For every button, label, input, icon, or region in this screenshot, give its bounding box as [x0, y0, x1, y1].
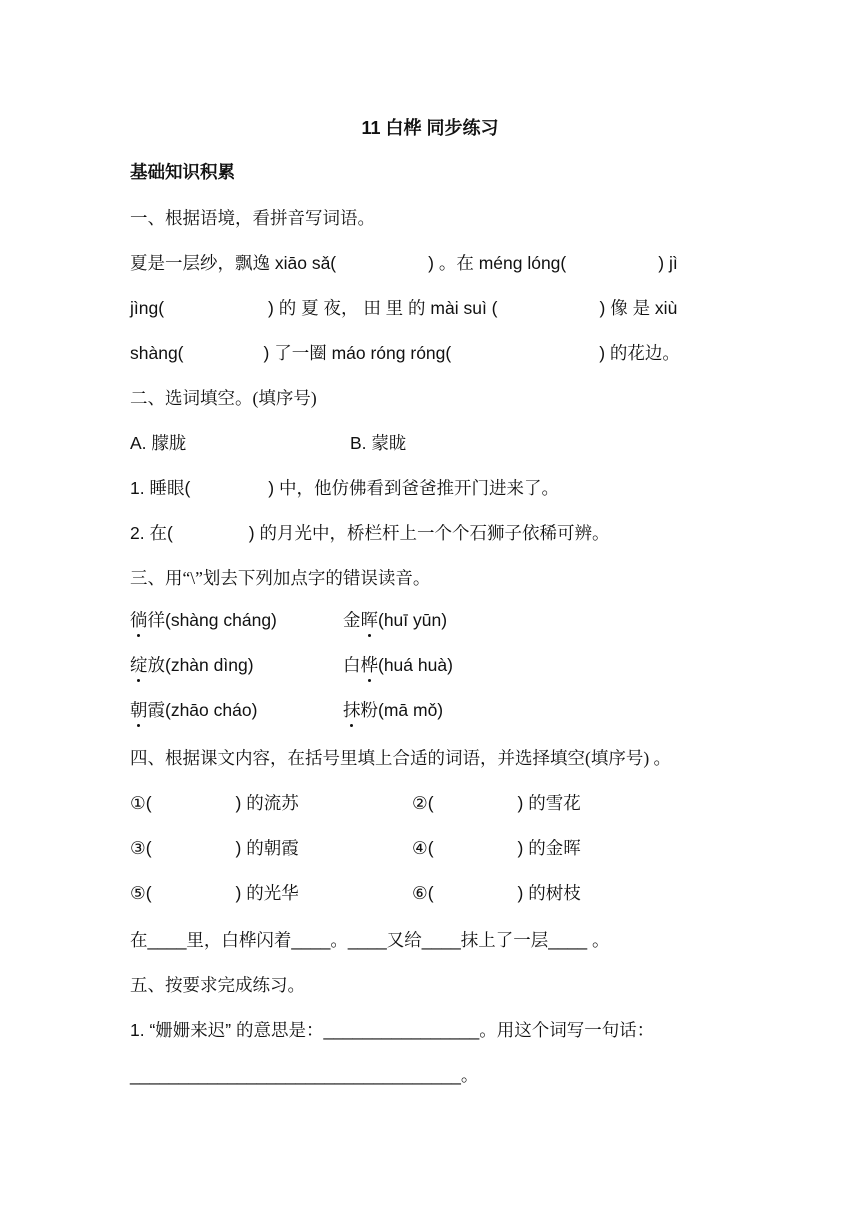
q3-item: [130, 653, 254, 677]
page-title: 11 白桦 同步练习: [361, 118, 499, 138]
q1-text: shàng(: [130, 343, 184, 363]
q1-line-1: [130, 251, 678, 275]
q4-text: ) 的金晖: [517, 838, 581, 858]
q2-text: 2. 在(: [130, 523, 173, 543]
q4-item: [130, 791, 299, 815]
q1-text: ) jì: [658, 253, 678, 273]
q1-text: ) 的花边。: [599, 343, 680, 363]
q4-text: ③(: [130, 838, 152, 858]
q4-heading: 四、根据课文内容，在括号里填上合适的词语，并选择填空(填序号) 。: [130, 748, 672, 768]
q3-text: 徉(shàng cháng): [147, 610, 277, 630]
q2-text: ) 中，他仿佛看到爸爸推开门进来了。: [268, 478, 559, 498]
q1-text: jìng(: [130, 298, 165, 318]
q4-text: ) 的流苏: [235, 793, 299, 813]
section-heading: 基础知识积累: [130, 162, 235, 182]
q3-text: (huī yūn): [378, 610, 448, 630]
q3-text: 粉(mā mǒ): [360, 700, 444, 720]
q4-text: ) 的雪花: [517, 793, 581, 813]
q5-line-1: 1. “姗姗来迟” 的意思是：________________。用这个词写一句话：: [130, 1020, 655, 1040]
q2-heading: 二、选词填空。(填序号): [130, 388, 317, 408]
q1-heading: 一、根据语境，看拼音写词语。: [130, 208, 375, 228]
q3-item: [343, 608, 447, 632]
q4-item: [412, 881, 581, 905]
q3-item: [343, 653, 453, 677]
q1-text: ) 。在 méng lóng(: [428, 253, 567, 273]
q2-option-a: A. 朦胧: [130, 433, 187, 453]
q2-sentence-2: [130, 521, 610, 545]
q4-text: ) 的朝霞: [235, 838, 299, 858]
q2-text: 1. 睡眼(: [130, 478, 191, 498]
q1-line-2: [130, 296, 677, 320]
q5-heading: 五、按要求完成练习。: [130, 975, 305, 995]
q4-item: [412, 836, 581, 860]
dotted-char: 徜: [130, 610, 148, 630]
q4-item: [412, 791, 581, 815]
q3-item: [130, 698, 257, 722]
q4-text: ④(: [412, 838, 434, 858]
q4-text: ②(: [412, 793, 434, 813]
dotted-char: 绽: [130, 655, 148, 675]
q4-text: ⑥(: [412, 883, 434, 903]
q4-text: ) 的光华: [235, 883, 299, 903]
q1-text: ) 的 夏 夜， 田 里 的 mài suì (: [268, 298, 498, 318]
q4-text: ⑤(: [130, 883, 152, 903]
q3-heading: 三、用“\”划去下列加点字的错误读音。: [130, 568, 431, 588]
q5-line-2: __________________________________。: [130, 1065, 479, 1085]
q4-item: [130, 881, 299, 905]
dotted-char: 桦: [360, 655, 378, 675]
q3-text: 白: [343, 655, 361, 675]
q3-item: [343, 698, 443, 722]
q3-text: 放(zhàn dìng): [147, 655, 254, 675]
q1-line-3: [130, 341, 680, 365]
q3-text: (huá huà): [378, 655, 453, 675]
q3-text: 金: [343, 610, 361, 630]
q3-text: 霞(zhāo cháo): [147, 700, 258, 720]
q4-text: ) 的树枝: [517, 883, 581, 903]
q2-option-b: B. 蒙眬: [350, 433, 407, 453]
q3-item: [130, 608, 277, 632]
dotted-char: 抹: [343, 700, 361, 720]
q4-fill-sentence: 在____里，白桦闪着____。____又给____抹上了一层____ 。: [130, 930, 610, 950]
q1-text: ) 像 是 xiù: [599, 298, 678, 318]
q1-text: 夏是一层纱，飘逸 xiāo sǎ(: [130, 253, 337, 273]
q4-item: [130, 836, 299, 860]
q2-sentence-1: [130, 476, 559, 500]
dotted-char: 晖: [360, 610, 378, 630]
q4-text: ①(: [130, 793, 152, 813]
dotted-char: 朝: [130, 700, 148, 720]
q1-text: ) 了一圈 máo róng róng(: [263, 343, 452, 363]
q2-text: ) 的月光中，桥栏杆上一个个石狮子依稀可辨。: [248, 523, 610, 543]
